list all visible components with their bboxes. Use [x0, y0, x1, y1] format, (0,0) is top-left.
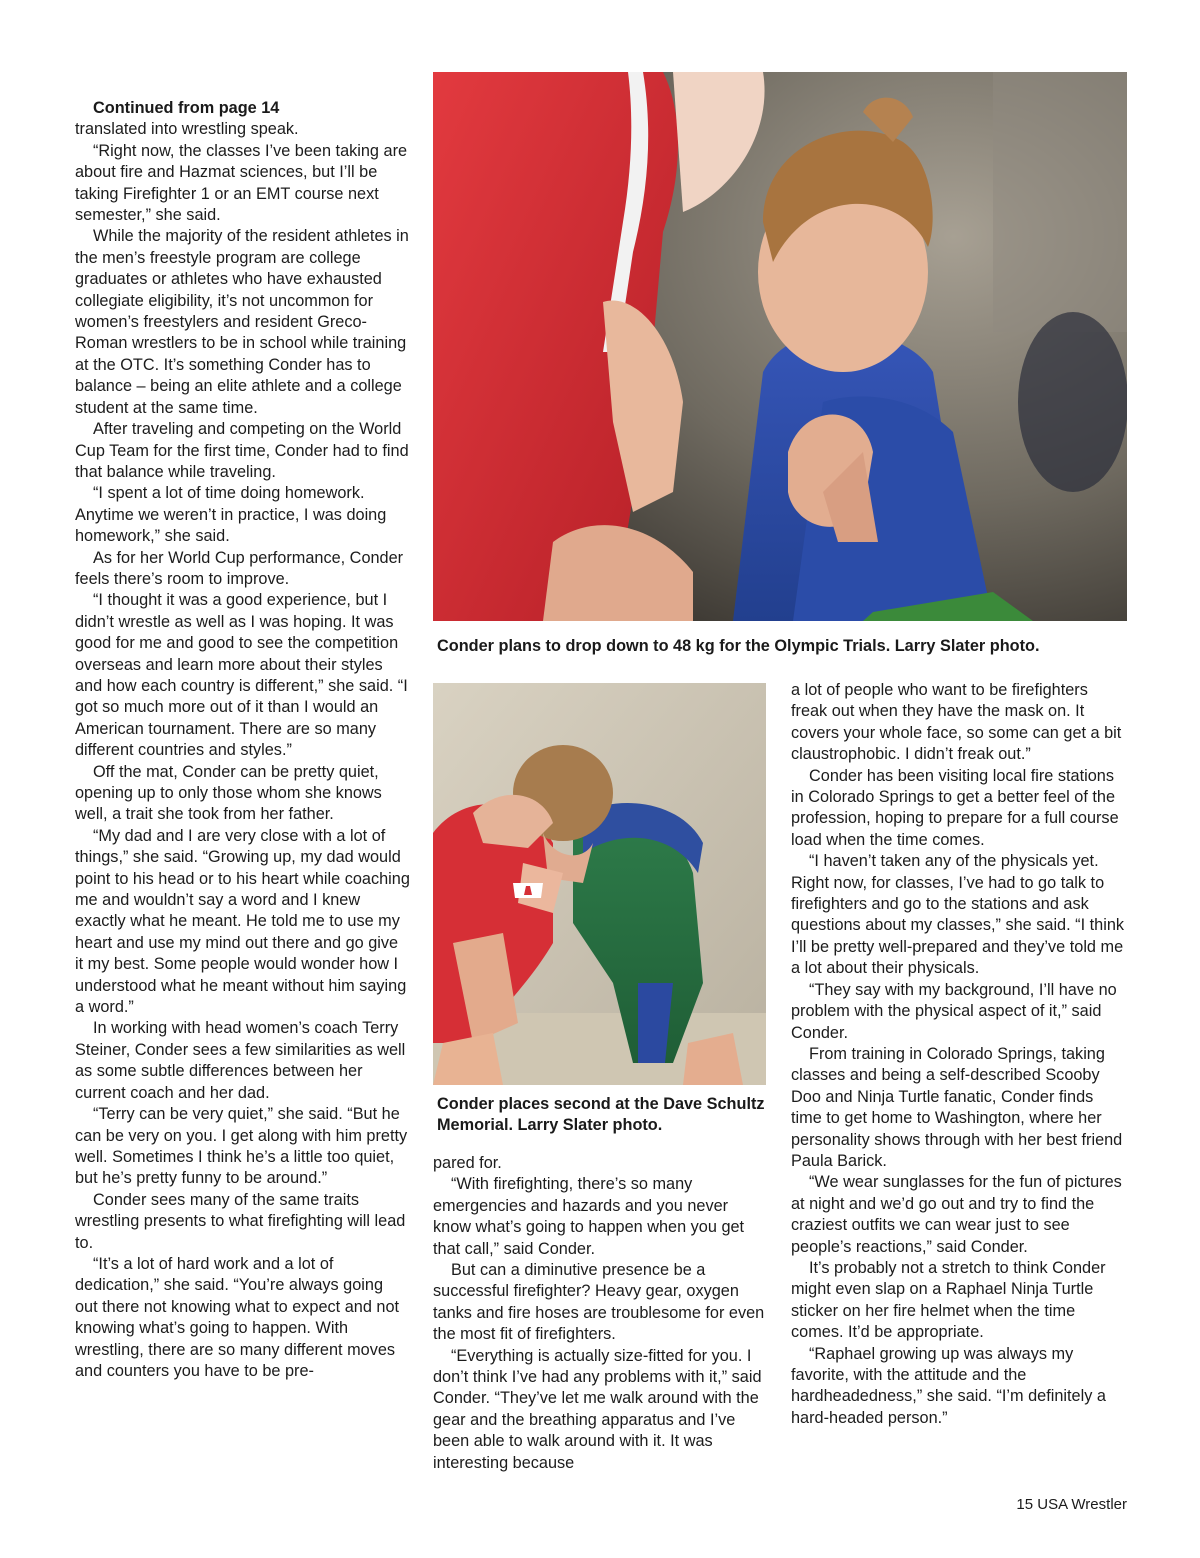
paragraph: “With firefighting, there’s so many emergencies and hazards and you never know what’s going to happen when you get that call,” said Conder. [433, 1175, 745, 1258]
paragraph: While the majority of the resident athletes in the men’s freestyle program are college graduates or athletes who have exhausted collegiate eligibility, it’s not uncommon for women’s freestylers and resident Greco-Roman wrestlers to be in school while training at the OTC. It’s something Conder has to balance – being an elite athlete and a college student at the same time. [75, 227, 409, 417]
article-column-1 [75, 98, 410, 1382]
paragraph: “It’s a lot of hard work and a lot of dedication,” she said. “You’re always going out there not knowing what to expect and not knowing what’s going to happen. With wrestling, there are so many different moves and counters you have to be pre- [75, 1254, 400, 1380]
paragraph: It’s probably not a stretch to think Conder might even slap on a Raphael Ninja Turtle sticker on her fire helmet when the time comes. It’d be appropriate. [791, 1258, 1106, 1342]
paragraph: Off the mat, Conder can be pretty quiet, opening up to only those whom she knows well, a trait she took from her father. [75, 762, 382, 824]
paragraph: pared for. [433, 1154, 502, 1172]
main-photo-caption: Conder plans to drop down to 48 kg for the Olympic Trials. Larry Slater photo. [437, 637, 1040, 655]
main-wrestling-photo [433, 72, 1127, 621]
paragraph: After traveling and competing on the World Cup Team for the first time, Conder had to find that balance while traveling. [75, 420, 409, 481]
paragraph: As for her World Cup performance, Conder feels there’s room to improve. [75, 548, 404, 588]
paragraph: Conder sees many of the same traits wrestling presents to what firefighting will lead to. [75, 1190, 406, 1252]
paragraph: “I thought it was a good experience, but I didn’t wrestle as well as I was hoping. It was good for me and good to see the competition overseas and learn more about their styles and how each country is different,” she said. “I got so much more out of it than I would an American tournament. There are so many different countries and styles.” [75, 591, 408, 760]
paragraph: But can a diminutive presence be a successful firefighter? Heavy gear, oxygen tanks and fire hoses are troublesome for even the most fit of firefighters. [433, 1261, 765, 1344]
paragraph: “Raphael growing up was always my favorite, with the attitude and the hardheadedness,” she said. “I’m definitely a hard-headed person.” [791, 1344, 1106, 1427]
paragraph: From training in Colorado Springs, taking classes and being a self-described Scooby Doo and Ninja Turtle fanatic, Conder finds time to get home to Washington, where her personality shows through with her best friend Paula Barick. [791, 1044, 1123, 1170]
second-photo-caption: Conder places second at the Dave Schultz Memorial. Larry Slater photo. [437, 1095, 765, 1135]
paragraph: In working with head women’s coach Terry Steiner, Conder sees a few similarities as well as some subtle differences between her current coach and her dad. [75, 1019, 406, 1102]
page-footer: 15 USA Wrestler [1016, 1496, 1127, 1513]
article-column-2 [433, 1153, 770, 1474]
paragraph: “They say with my background, I’ll have no problem with the physical aspect of it,” said Conder. [791, 980, 1117, 1042]
paragraph: “Right now, the classes I’ve been taking are about fire and Hazmat sciences, but I’ll be taking Firefighter 1 or an EMT course next semester,” she said. [75, 141, 408, 225]
paragraph: a lot of people who want to be firefighters freak out when they have the mask on. It covers your whole face, so some can get a bit claustrophobic. I didn’t freak out.” [791, 681, 1122, 764]
paragraph: “Everything is actually size-fitted for you. I don’t think I’ve had any problems with it,” said Conder. “They’ve let me walk around with the gear and the breathing apparatus and I’ve been able to walk around with it. It was interesting because [433, 1346, 762, 1472]
paragraph: Conder has been visiting local fire stations in Colorado Springs to get a better feel of the profession, hoping to prepare for a full course load when the time comes. [791, 766, 1119, 849]
paragraph: “My dad and I are very close with a lot of things,” she said. “Growing up, my dad would point to his head or to his heart while coaching me and wouldn’t say a word and I knew exactly what he meant. He told me to use my heart and use my mind out there and go give it my best. Some people would wonder how I understood what he meant without him saying a word.” [75, 826, 410, 1017]
paragraph: “I haven’t taken any of the physicals yet. Right now, for classes, I’ve had to go talk to firefighters and go to the stations and ask questions about my classes,” she said. “I think I’ll be pretty well-prepared and they’ve told me a lot about their physicals. [791, 852, 1125, 978]
paragraph: “We wear sunglasses for the fun of pictures at night and we’d go out and try to find the craziest outfits we can wear just to see people’s reactions,” said Conder. [791, 1173, 1122, 1256]
continued-from-label: Continued from page 14 [93, 99, 280, 117]
article-column-3 [791, 680, 1128, 1429]
paragraph: “Terry can be very quiet,” she said. “But he can be very on you. I get along with him pretty well. Sometimes I think he’s a little too quiet, but he’s pretty funny to be around.” [75, 1105, 408, 1188]
paragraph: “I spent a lot of time doing homework. Anytime we weren’t in practice, I was doing homework,” she said. [75, 484, 387, 546]
paragraph: translated into wrestling speak. [75, 120, 299, 139]
second-wrestling-photo [433, 683, 766, 1085]
